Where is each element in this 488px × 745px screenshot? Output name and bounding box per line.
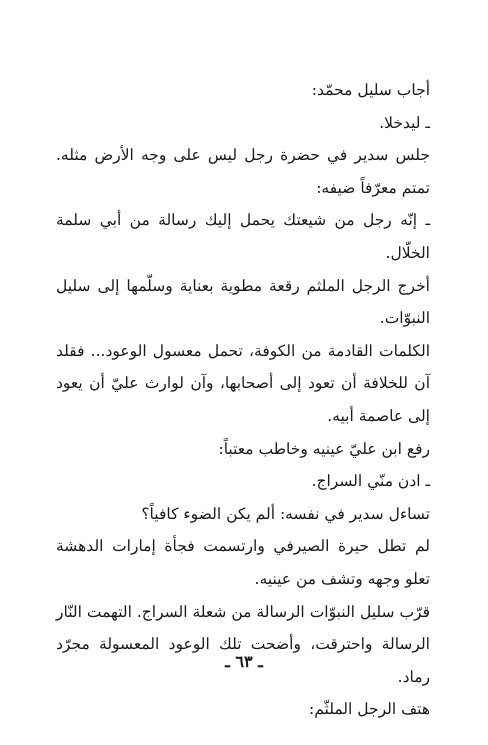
paragraph-7: رفع ابن عليّ عينيه وخاطب معتباً:	[218, 439, 430, 458]
paragraph-11: قرّب سليل النبوّات الرسالة من شعلة السراج. التهمت النّار الرسالة واحترقت، وأضحت تلك الوعود المعسولة مجرّد رماد.	[56, 602, 430, 686]
page-number: ـ ٦٣ ـ	[225, 652, 263, 671]
paragraph-2: ـ ليدخلا.	[379, 113, 430, 132]
body-text	[56, 74, 430, 726]
paragraph-9: تساءل سدير في نفسه: ألم يكن الضوء كافياً؟	[141, 504, 430, 523]
paragraph-3: جلس سدير في حضرة رجل ليس على وجه الأرض مثله. تمتم معرّفاً ضيفه:	[56, 146, 430, 197]
paragraph-4: ـ إنّه رجل من شيعتك يحمل إليك رسالة من أبي سلمة الخلّال.	[56, 211, 430, 262]
paragraph-8: ـ ادن منّي السراج.	[311, 472, 430, 491]
paragraph-1: أجاب سليل محمّد:	[311, 81, 430, 99]
paragraph-5: أخرج الرجل الملثم رقعة مطوية بعناية وسلّمها إلى سليل النبوّات.	[56, 276, 430, 328]
paragraph-12: هتف الرجل الملثّم:	[309, 700, 430, 719]
paragraph-10: لم تطل حيرة الصيرفي وارتسمت فجأة إمارات الدهشة تعلو وجهه وتشف من عينيه.	[56, 537, 430, 588]
paragraph-6: الكلمات القادمة من الكوفة، تحمل معسول الوعود... فقلد آن للخلافة أن تعود إلى أصحابها، وآن لوارث عليّ أن يعود إلى عاصمة أبيه.	[56, 341, 430, 425]
